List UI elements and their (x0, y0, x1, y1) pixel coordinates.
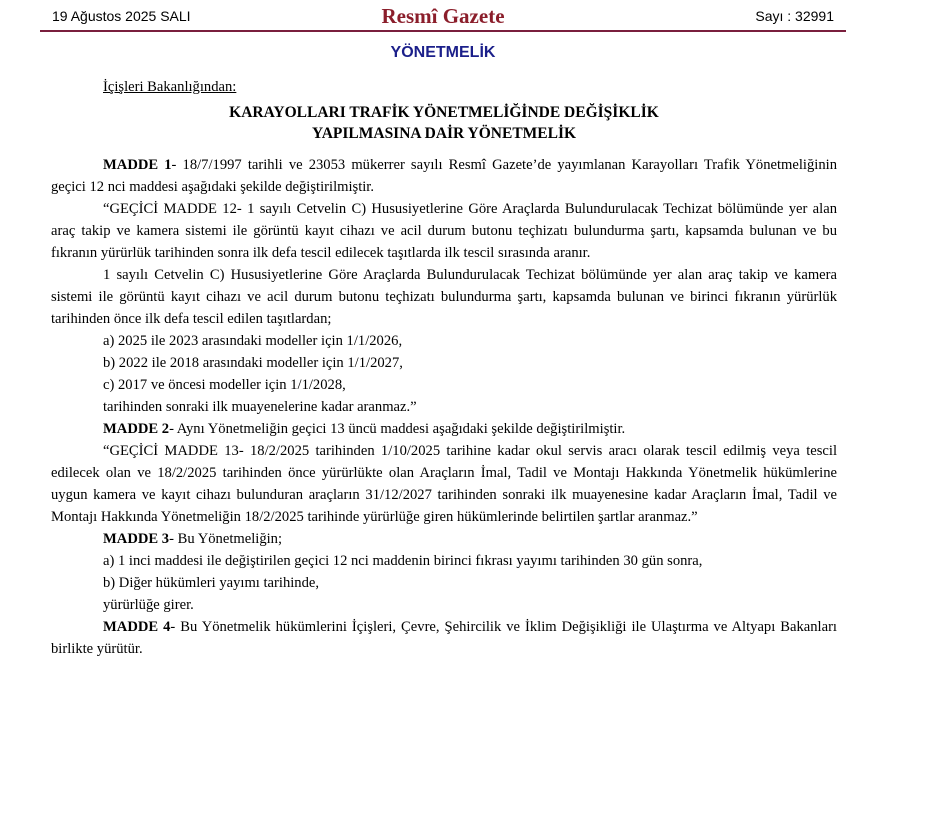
paragraph-text: b) 2022 ile 2018 arasındaki modeller için 1/1/2027, (103, 355, 403, 371)
regulation-title-line-2: YAPILMASINA DAİR YÖNETMELİK (311, 125, 577, 142)
article-3-paragraph (51, 528, 837, 550)
list-item-a (51, 550, 837, 572)
paragraph-text: b) Diğer hükümleri yayımı tarihinde, (103, 575, 320, 591)
paragraph-text: “GEÇİCİ MADDE 12- 1 sayılı Cetvelin C) Hususiyetlerine Göre Araçlarda Bulundurulacak Techizat bölümünde yer alan araç takip ve kamera sistemi ile görüntü kayıt cihazı ve acil durum butonu teçhizatı bulundurma şartı, kapsamda bulunan ve bu fıkranın yürürlük tarihinden sonra ilk defa tescil edilecek taşıtlarda ilk tescil sırasında aranır. (51, 201, 837, 261)
regulation-title (51, 102, 837, 144)
article-4-paragraph (51, 616, 837, 660)
article-1-paragraph (51, 154, 837, 198)
paragraph-text: a) 1 inci maddesi ile değiştirilen geçici 12 nci maddenin birinci fıkrası yayımı tarihinden 30 gün sonra, (103, 553, 703, 569)
paragraph-text: - 18/7/1997 tarihli ve 23053 mükerrer sayılı Resmî Gazete’de yayımlanan Karayolları Trafik Yönetmeliğinin geçici 12 nci maddesi aşağıdaki şekilde değiştirilmiştir. (51, 157, 837, 195)
section-heading: YÖNETMELİK (390, 44, 496, 61)
list-item-a (51, 330, 837, 352)
publication-date: 19 Ağustos 2025 SALI (52, 8, 191, 24)
issuing-ministry: İçişleri Bakanlığından: (103, 79, 237, 95)
article-label: MADDE 2 (103, 421, 170, 437)
paragraph (51, 264, 837, 330)
issue-number: Sayı : 32991 (755, 8, 834, 24)
paragraph (51, 396, 837, 418)
list-item-b (51, 572, 837, 594)
paragraph-text: a) 2025 ile 2023 arasındaki modeller için 1/1/2026, (103, 333, 403, 349)
list-item-b (51, 352, 837, 374)
provisional-article-12-paragraph (51, 198, 837, 264)
paragraph-text: tarihinden sonraki ilk muayenelerine kadar aranmaz.” (103, 399, 417, 415)
article-label: MADDE 3 (103, 531, 170, 547)
paragraph-text: c) 2017 ve öncesi modeller için 1/1/2028, (103, 377, 346, 393)
paragraph-text: yürürlüğe girer. (103, 597, 194, 613)
paragraph-text: 1 sayılı Cetvelin C) Hususiyetlerine Göre Araçlarda Bulundurulacak Techizat bölümünde yer alan araç takip ve kamera sistemi ile görüntü kayıt cihazı ve acil durum butonu teçhizatı bulundurma şartı, kapsamda bulunan ve birinci fıkranın yürürlük tarihinden önce ilk defa tescil edilen taşıtlardan; (51, 267, 837, 327)
document-body (51, 76, 837, 660)
gazette-title: Resmî Gazete (381, 4, 505, 28)
article-2-paragraph (51, 418, 837, 440)
paragraph-text: “GEÇİCİ MADDE 13- 18/2/2025 tarihinden 1/10/2025 tarihine kadar okul servis aracı olarak tescil edilmiş veya tescil edilecek olan ve 18/2/2025 tarihinden önce yürürlükte olan Araçların İmal, Tadil ve Montajı Hakkında Yönetmelik hükümlerine uygun kamera ve kayıt cihazı bulunduran araçların 31/12/2027 tarihinden sonraki ilk muayenesine kadar Araçların İmal, Tadil ve Montajı Hakkında Yönetmeliğin 18/2/2025 tarihinde yürürlüğe giren hükümlerinde belirtilen şartlar aranmaz.” (51, 443, 837, 525)
paragraph-text: - Aynı Yönetmeliğin geçici 13 üncü maddesi aşağıdaki şekilde değiştirilmiştir. (169, 421, 626, 437)
masthead (40, 4, 846, 32)
paragraph (51, 594, 837, 616)
provisional-article-13-paragraph (51, 440, 837, 528)
article-label: MADDE 1 (103, 157, 172, 173)
list-item-c (51, 374, 837, 396)
paragraph-text: - Bu Yönetmeliğin; (169, 531, 283, 547)
paragraph-text: - Bu Yönetmelik hükümlerini İçişleri, Çevre, Şehircilik ve İklim Değişikliği ile Ulaştırma ve Altyapı Bakanları birlikte yürütür. (51, 619, 837, 657)
article-label: MADDE 4 (103, 619, 171, 635)
regulation-title-line-1: KARAYOLLARI TRAFİK YÖNETMELİĞİNDE DEĞİŞİKLİK (229, 104, 659, 121)
